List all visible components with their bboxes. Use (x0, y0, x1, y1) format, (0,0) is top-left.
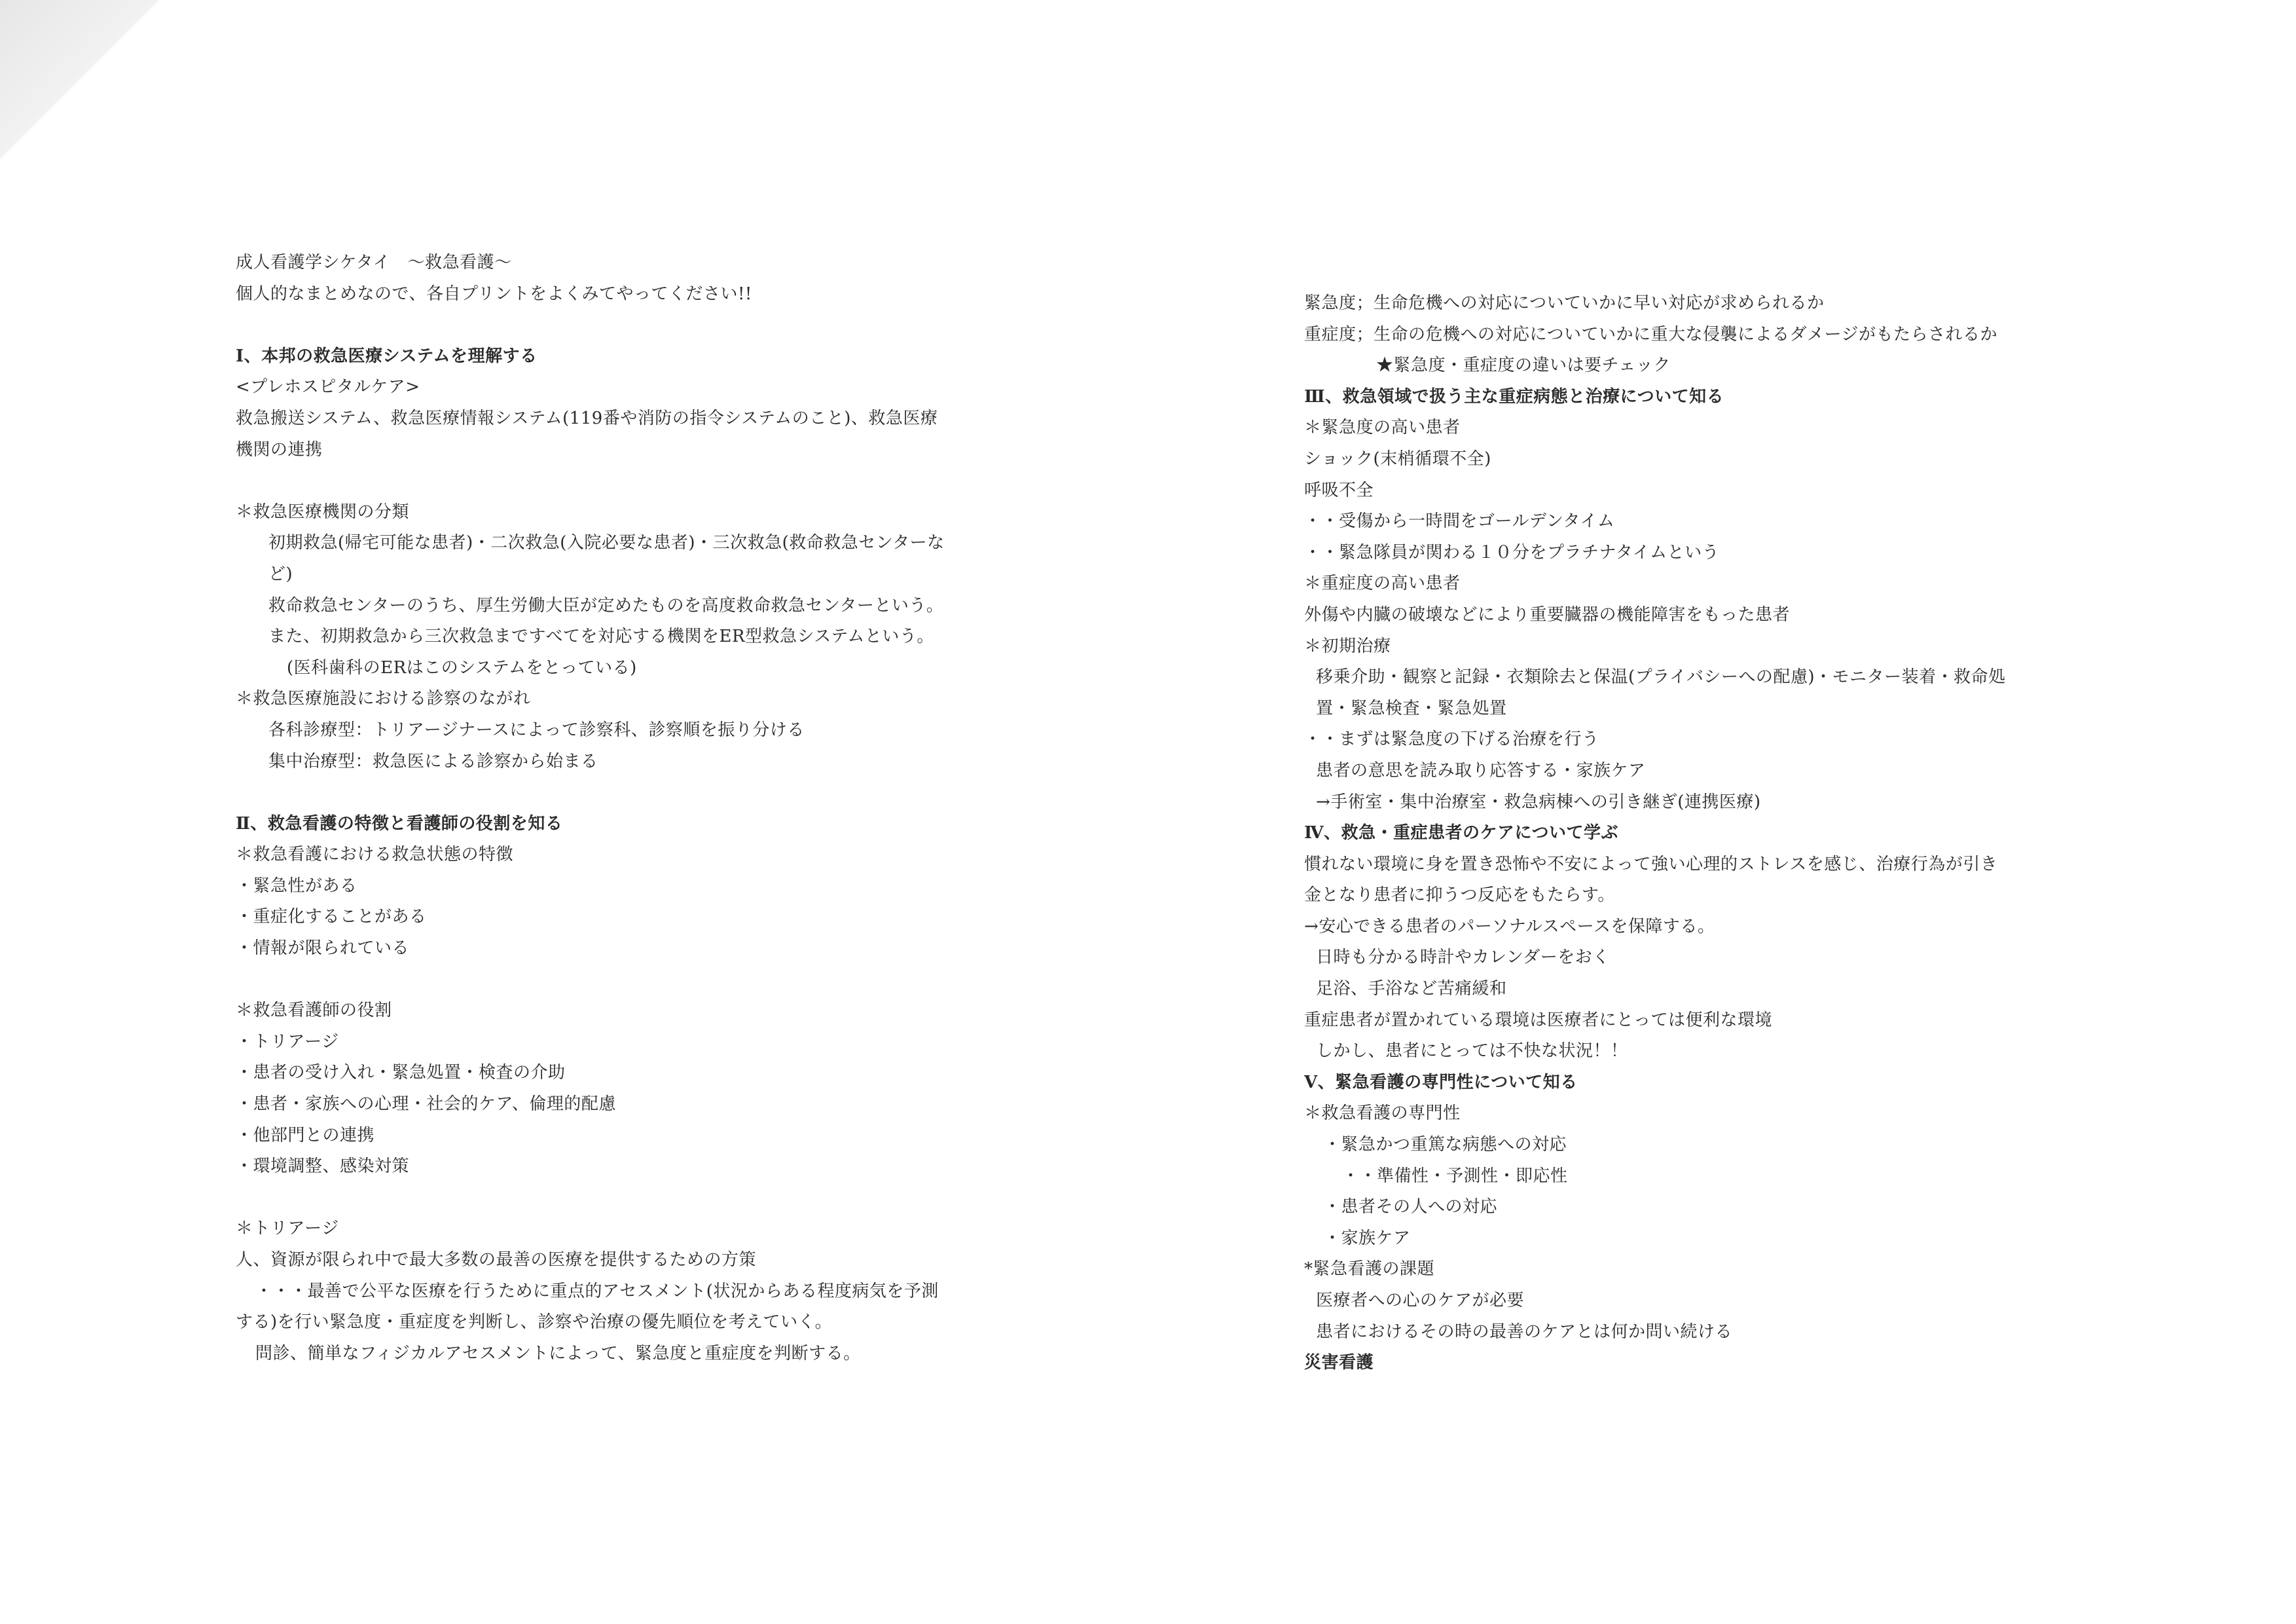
text-line: 初期救急(帰宅可能な患者)・二次救急(入院必要な患者)・三次救急(救命救急センターな (268, 533, 945, 553)
list-item: ・トリアージ (236, 1031, 339, 1052)
left-column (236, 248, 1002, 1369)
section-4-heading: Ⅳ、救急・重症患者のケアについて学ぶ (1304, 823, 1618, 843)
text-line: 医療者への心のケアが必要 (1316, 1291, 1525, 1310)
text-line: ＊救急看護師の役割 (236, 1001, 392, 1021)
spacer (236, 466, 1002, 497)
text-line: 重症度；生命の危機への対応についていかに重大な侵襲によるダメージがもたらされるか (1304, 324, 1997, 344)
text-line: する)を行い緊急度・重症度を判断し、診察や治療の優先順位を考えていく。 (236, 1312, 833, 1333)
section-5-heading: Ⅴ、緊急看護の専門性について知る (1304, 1072, 1578, 1092)
text-line: 外傷や内臓の破壊などにより重要臓器の機能障害をもった患者 (1304, 604, 1791, 625)
text-line: ＊救急看護における救急状態の特徴 (236, 845, 514, 865)
text-line: ＊救急医療施設における診察のながれ (236, 689, 531, 709)
text-line: 足浴、手浴など苦痛緩和 (1316, 979, 1507, 999)
list-item: ・家族ケア (1324, 1228, 1411, 1248)
text-line: 慣れない環境に身を置き恐怖や不安によって強い心理的ストレスを感じ、治療行為が引き (1304, 854, 1998, 874)
list-item: ・緊急かつ重篤な病態への対応 (1324, 1135, 1567, 1155)
text-line: →手術室・集中治療室・救急病棟への引き継ぎ(連携医療) (1316, 792, 1761, 812)
spacer (236, 965, 1002, 996)
text-line: →安心できる患者のパーソナルスペースを保障する。 (1304, 916, 1715, 936)
text-line: ・・・最善で公平な医療を行うために重点的アセスメント(状況からある程度病気を予測 (255, 1281, 939, 1301)
text-line: *緊急看護の課題 (1304, 1259, 1435, 1280)
list-item: ・患者その人への対応 (1324, 1197, 1498, 1217)
doc-title: 成人看護学シケタイ ～救急看護～ (236, 253, 512, 272)
spacer (236, 777, 1002, 809)
list-item: ・・準備性・予測性・即応性 (1342, 1166, 1568, 1186)
text-line: ど) (268, 564, 293, 584)
text-line: 各科診療型：トリアージナースによって診察科、診察順を振り分ける (268, 720, 805, 740)
text-line: ショック(末梢循環不全) (1304, 449, 1491, 469)
text-line: <プレホスピタルケア> (236, 377, 420, 397)
list-item: ・他部門との連携 (236, 1125, 375, 1145)
text-line: 患者の意思を読み取り応答する・家族ケア (1316, 760, 1646, 781)
text-line: 緊急度；生命危機への対応についていかに早い対応が求められるか (1304, 293, 1825, 313)
text-line: ＊緊急度の高い患者 (1304, 418, 1461, 438)
text-line: 重症患者が置かれている環境は医療者にとっては便利な環境 (1304, 1010, 1772, 1030)
list-item: ・重症化することがある (236, 907, 427, 927)
list-item: ・患者・家族への心理・社会的ケア、倫理的配慮 (236, 1094, 616, 1115)
spacer (236, 310, 1002, 341)
text-line: ・・まずは緊急度の下げる治療を行う (1304, 729, 1599, 750)
list-item: ・患者の受け入れ・緊急処置・検査の介助 (236, 1063, 566, 1083)
section-6-heading: 災害看護 (1304, 1353, 1374, 1373)
section-1-heading: Ⅰ、本邦の救急医療システムを理解する (236, 346, 538, 366)
text-line: (医科歯科のERはこのシステムをとっている) (287, 657, 637, 678)
text-line: ・・緊急隊員が関わる１０分をプラチナタイムという (1304, 542, 1720, 563)
intro-note: 個人的なまとめなので、各自プリントをよくみてやってください!! (236, 284, 752, 304)
text-line: しかし、患者にとっては不快な状況！！ (1316, 1041, 1628, 1061)
section-3-heading: Ⅲ、救急領域で扱う主な重症病態と治療について知る (1304, 386, 1724, 407)
text-line: ＊救急医療機関の分類 (236, 502, 410, 522)
list-item: ・緊急性がある (236, 876, 357, 896)
text-line: 呼吸不全 (1304, 480, 1374, 500)
text-line: ★緊急度・重症度の違いは要チェック (1376, 356, 1671, 376)
text-line: 移乗介助・観察と記録・衣類除去と保温(プライバシーへの配慮)・モニター装着・救命処 (1316, 667, 2006, 688)
text-line: 患者におけるその時の最善のケアとは何か問い続ける (1316, 1321, 1733, 1342)
right-column (1304, 288, 2077, 1379)
text-line: 人、資源が限られ中で最大多数の最善の医療を提供するための方策 (236, 1250, 757, 1270)
text-line: ＊初期治療 (1304, 636, 1391, 656)
text-line: ＊重症度の高い患者 (1304, 574, 1461, 594)
spacer (236, 1183, 1002, 1214)
text-line: 救命救急センターのうち、厚生労働大臣が定めたものを高度救命救急センターという。 (268, 595, 944, 616)
section-2-heading: Ⅱ、救急看護の特徴と看護師の役割を知る (236, 813, 563, 834)
text-line: 集中治療型：救急医による診察から始まる (268, 751, 598, 771)
text-line: ＊トリアージ (236, 1219, 339, 1239)
list-item: ・環境調整、感染対策 (236, 1156, 410, 1177)
list-item: ・情報が限られている (236, 938, 410, 959)
text-line: ＊救急看護の専門性 (1304, 1103, 1461, 1124)
text-line: 日時も分かる時計やカレンダーをおく (1316, 948, 1610, 968)
text-line: 機関の連携 (236, 439, 323, 460)
text-line: 救急搬送システム、救急医療情報システム(119番や消防の指令システムのこと)、救急医療 (236, 408, 938, 428)
text-line: ・・受傷から一時間をゴールデンタイム (1304, 511, 1615, 532)
page-corner-fold (0, 0, 196, 196)
text-line: また、初期救急から三次救急まですべてを対応する機関をER型救急システムという。 (268, 627, 934, 647)
text-line: 問診、簡単なフィジカルアセスメントによって、緊急度と重症度を判断する。 (255, 1343, 861, 1363)
text-line: 金となり患者に抑うつ反応をもたらす。 (1304, 885, 1615, 906)
text-line: 置・緊急検査・緊急処置 (1316, 698, 1507, 718)
